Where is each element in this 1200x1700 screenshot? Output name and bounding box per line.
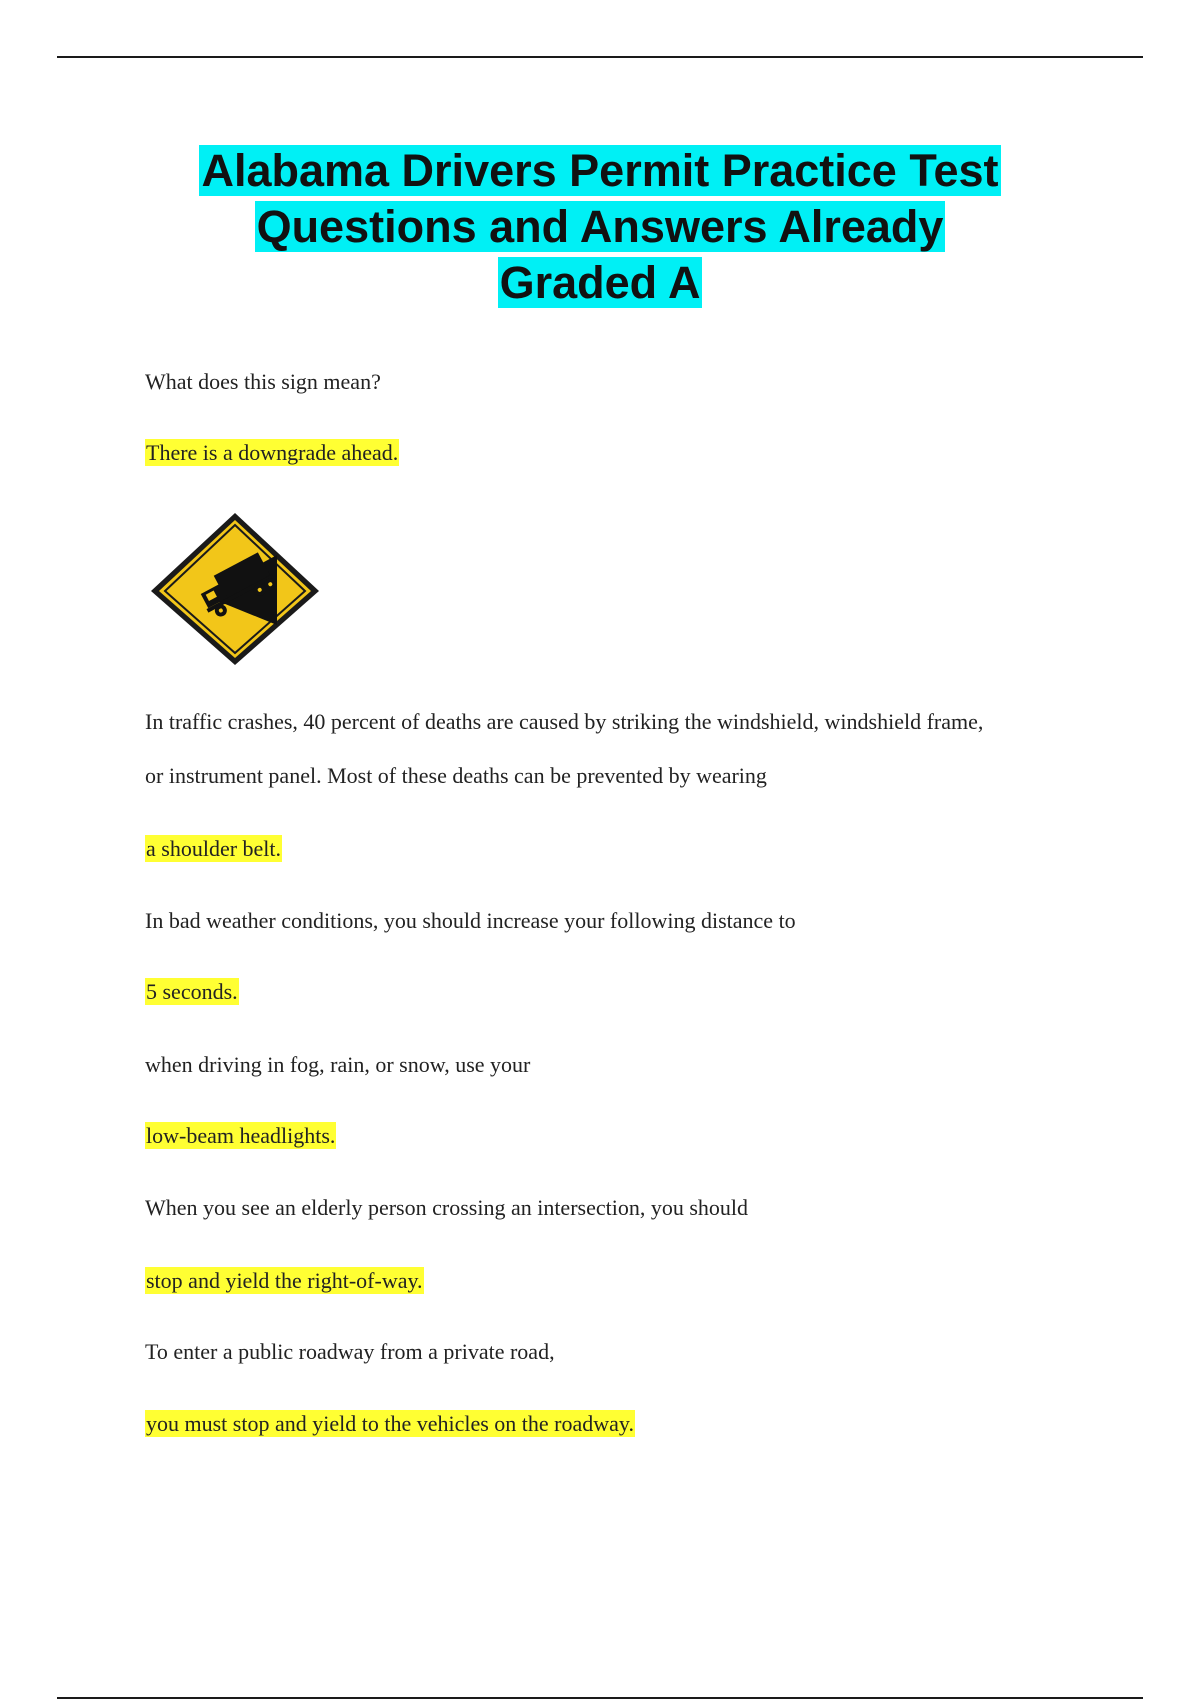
title-line-2: Questions and Answers Already	[256, 201, 944, 252]
downgrade-truck-warning-sign-icon	[145, 507, 325, 667]
question-2-line-1: In traffic crashes, 40 percent of deaths are caused by striking the windshield, windshield frame,	[145, 709, 984, 734]
answer-2: a shoulder belt.	[146, 836, 282, 861]
question-6: To enter a public roadway from a private road,	[145, 1339, 555, 1364]
question-4: when driving in fog, rain, or snow, use your	[145, 1052, 531, 1077]
top-rule	[57, 56, 1143, 58]
answer-1: There is a downgrade ahead.	[146, 440, 399, 465]
answer-1-line	[145, 439, 399, 467]
question-2-line-2: or instrument panel. Most of these deaths can be prevented by wearing	[145, 763, 767, 788]
answer-3: 5 seconds.	[146, 979, 238, 1004]
answer-3-line	[145, 978, 239, 1006]
answer-6: you must stop and yield to the vehicles on the roadway.	[146, 1411, 634, 1436]
answer-4-line	[145, 1122, 336, 1150]
answer-2-line	[145, 835, 282, 863]
bottom-rule	[57, 1697, 1143, 1699]
answer-4: low-beam headlights.	[146, 1123, 336, 1148]
document-title	[100, 143, 1100, 311]
question-1: What does this sign mean?	[145, 369, 381, 394]
title-line-1: Alabama Drivers Permit Practice Test	[201, 145, 999, 196]
answer-5-line	[145, 1267, 424, 1295]
answer-5: stop and yield the right-of-way.	[146, 1268, 423, 1293]
answer-6-line	[145, 1410, 635, 1438]
title-line-3: Graded A	[499, 257, 701, 308]
question-3: In bad weather conditions, you should increase your following distance to	[145, 908, 796, 933]
question-5: When you see an elderly person crossing an intersection, you should	[145, 1195, 749, 1220]
